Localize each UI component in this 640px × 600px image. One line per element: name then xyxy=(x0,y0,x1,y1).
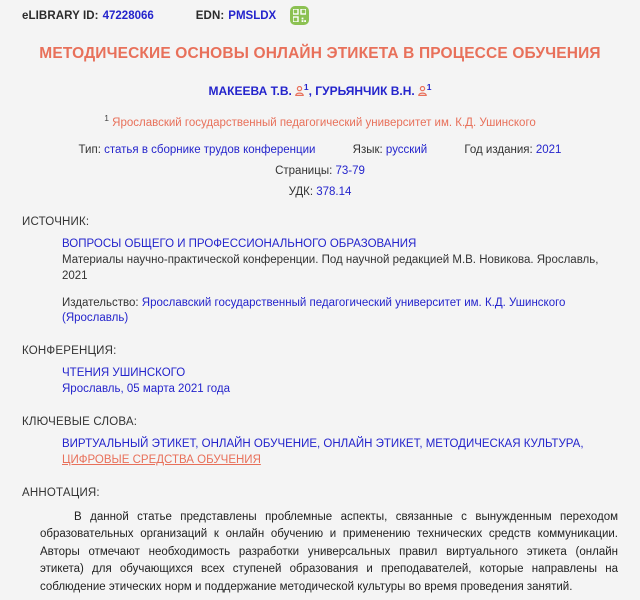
elibrary-id-label: eLIBRARY ID: xyxy=(22,9,99,22)
author-separator: , xyxy=(308,83,312,98)
meta-value-udc[interactable]: 378.14 xyxy=(316,186,352,199)
keywords-body xyxy=(22,437,618,469)
author-affiliation-mark: 1 xyxy=(303,81,309,92)
publisher-label: Издательство: xyxy=(62,296,139,309)
affiliation-text[interactable]: Ярославский государственный педагогический университет им. К.Д. Ушинского xyxy=(112,117,536,130)
meta-value-pages: 73-79 xyxy=(335,165,365,178)
affiliation-mark: 1 xyxy=(104,113,109,124)
meta-field-language xyxy=(353,144,428,156)
author-affiliation-mark: 1 xyxy=(426,81,432,92)
person-icon[interactable] xyxy=(418,85,427,101)
meta-label-pages: Страницы: xyxy=(275,165,333,178)
annotation-heading: АННОТАЦИЯ: xyxy=(22,486,100,499)
article-title: МЕТОДИЧЕСКИЕ ОСНОВЫ ОНЛАЙН ЭТИКЕТА В ПРОЦЕССЕ ОБУЧЕНИЯ xyxy=(39,45,601,62)
keywords-section xyxy=(0,416,640,469)
edn-value[interactable]: PMSLDX xyxy=(228,9,277,22)
author-entry xyxy=(315,81,432,98)
source-heading: ИСТОЧНИК: xyxy=(22,216,90,229)
elibrary-id-group xyxy=(22,10,154,22)
meta-value-year[interactable]: 2021 xyxy=(535,144,562,157)
person-icon[interactable] xyxy=(295,85,304,101)
source-body xyxy=(22,237,618,327)
conference-place-date: Ярославль, 05 марта 2021 года xyxy=(62,383,231,396)
conference-name-link[interactable]: ЧТЕНИЯ УШИНСКОГО xyxy=(62,367,186,380)
source-section xyxy=(0,216,640,327)
conference-section xyxy=(0,345,640,398)
keyword-item-highlighted[interactable]: ЦИФРОВЫЕ СРЕДСТВА ОБУЧЕНИЯ xyxy=(62,453,261,466)
meta-row-primary xyxy=(0,144,640,156)
meta-field-type xyxy=(79,144,316,156)
edn-group xyxy=(196,10,276,22)
elibrary-id-value[interactable]: 47228066 xyxy=(102,9,154,22)
meta-field-pages xyxy=(275,165,365,177)
meta-field-udc xyxy=(289,186,352,198)
publisher-value[interactable]: Ярославский государственный педагогический университет им. К.Д. Ушинского (Ярославль) xyxy=(62,296,566,325)
conference-body xyxy=(22,366,618,398)
meta-field-year xyxy=(464,144,561,156)
identifier-bar xyxy=(0,0,640,31)
source-name-link[interactable]: ВОПРОСЫ ОБЩЕГО И ПРОФЕССИОНАЛЬНОГО ОБРАЗОВАНИЯ xyxy=(62,238,417,251)
author-entry xyxy=(208,81,312,98)
affiliation-line xyxy=(0,113,640,129)
annotation-section xyxy=(0,487,640,499)
keywords-heading: КЛЮЧЕВЫЕ СЛОВА: xyxy=(22,416,138,429)
annotation-text-block xyxy=(0,509,640,596)
author-name[interactable]: МАКЕЕВА Т.В. xyxy=(208,83,292,98)
annotation-text: В данной статье представлены проблемные аспекты, связанные с вынужденным переходом образовательных организаций к онлайн обучению и применению технических средств коммуникации. Авторы отмечают необходимость разработки универсальных правил виртуального этикета (онлайн этикета) для обучающихся всех ступеней образования и преподавателей, которые направлены на соблюдение этических норм и поддержание методической культуры во время проведения занятий. xyxy=(40,510,618,593)
conference-heading: КОНФЕРЕНЦИЯ: xyxy=(22,345,117,358)
meta-label-year: Год издания: xyxy=(464,144,533,157)
source-details: Материалы научно-практической конференции. Под научной редакцией М.В. Новикова. Ярославль, 2021 xyxy=(62,253,599,282)
authors-list xyxy=(0,82,640,101)
keywords-line-1[interactable]: ВИРТУАЛЬНЫЙ ЭТИКЕТ, ОНЛАЙН ОБУЧЕНИЕ, ОНЛАЙН ЭТИКЕТ, МЕТОДИЧЕСКАЯ КУЛЬТУРА, xyxy=(62,438,584,451)
meta-value-language[interactable]: русский xyxy=(385,144,428,157)
author-name[interactable]: ГУРЬЯНЧИК В.Н. xyxy=(315,83,415,98)
qr-code-icon[interactable] xyxy=(290,6,309,25)
publisher-line xyxy=(62,296,618,328)
meta-label-language: Язык: xyxy=(352,144,383,157)
meta-row-udc xyxy=(0,186,640,198)
meta-row-pages xyxy=(0,165,640,177)
meta-value-type[interactable]: статья в сборнике трудов конференции xyxy=(104,144,316,157)
meta-label-type: Тип: xyxy=(78,144,101,157)
meta-label-udc: УДК: xyxy=(288,186,314,199)
edn-label: EDN: xyxy=(195,9,225,22)
